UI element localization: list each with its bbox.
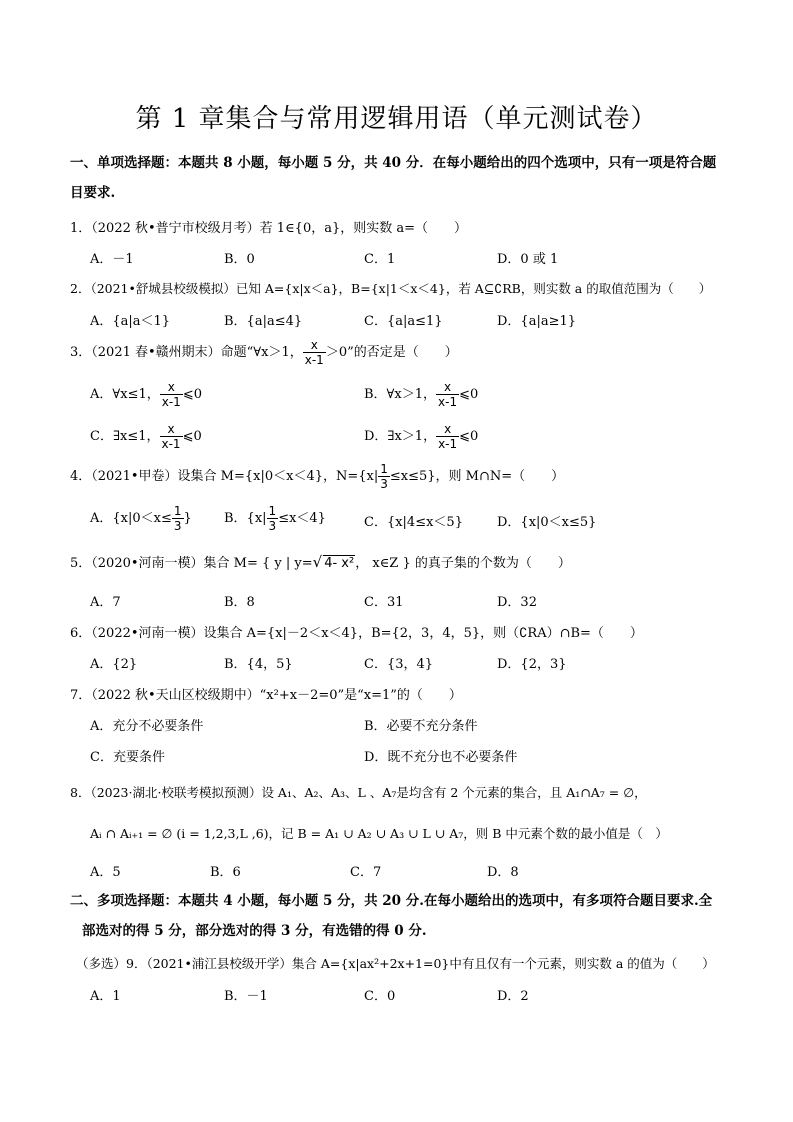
option-prefix: B．{x| [224,511,267,526]
question-2-option-d[interactable]: D．{a|a≥1} [497,314,577,329]
option-prefix: A．∀x≤1， [90,387,160,402]
fraction-numerator: x [310,338,318,352]
option-fraction [160,422,183,451]
question-5-option-d[interactable]: D．32 [497,595,537,610]
fraction-denominator: x-1 [438,395,458,409]
question-1-stem: 1．（2022 秋•普宁市校级月考）若 1∈{0，a}，则实数 a=（ ） [70,221,468,236]
question-4-stem [70,462,564,491]
fraction-denominator: 3 [173,519,182,533]
question-5-stem [70,552,571,571]
question-1-option-d[interactable]: D．0 或 1 [497,252,559,267]
question-3-stem [70,338,458,367]
question-3-option-d[interactable] [364,422,478,451]
question-8-option-c[interactable]: C．7 [350,865,382,880]
question-3-stem-pre: 3．（2021 春•赣州期末）命题“∀x＞1， [70,345,303,360]
question-5-option-c[interactable]: C．31 [364,595,404,610]
question-4-option-c[interactable]: C．{x|4≤x＜5} [364,515,463,530]
question-9-stem: （多选）9．（2021•浦江县校级开学）集合 A={x|ax²+2x+1=0}中有且仅有一个元素，则实数 a 的值为（ ） [76,956,715,971]
question-2-stem: 2．（2021•舒城县校级模拟）已知 A={x|x＜a}，B={x|1＜x＜4}，若 A⊆∁RB，则实数 a 的取值范围为（ ） [70,281,712,296]
section-2-heading [70,886,730,946]
question-3-option-b[interactable] [364,380,478,409]
question-4-option-b[interactable] [224,504,326,533]
question-8-option-a[interactable]: A．5 [90,865,121,880]
question-6-option-d[interactable]: D．{2，3} [497,657,567,672]
question-7-option-c[interactable]: C．充要条件 [90,750,165,765]
question-3-stem-post: ＞0”的否定是（ ） [325,345,458,360]
question-8-option-d[interactable]: D．8 [487,865,519,880]
option-suffix: ⩽0 [459,387,479,402]
option-prefix: D．∃x＞1， [364,429,437,444]
fraction-numerator: x [444,380,452,394]
question-5-option-a[interactable]: A．7 [90,595,121,610]
option-suffix: ⩽0 [182,429,202,444]
section-2-line-2: 部选对的得 5 分，部分选对的得 3 分，有选错的得 0 分. [82,923,427,939]
question-5-option-b[interactable]: B．8 [224,595,255,610]
option-suffix: ⩽0 [459,429,479,444]
sqrt-icon: √ [312,553,323,571]
option-suffix: ≤x＜4} [278,511,326,526]
option-suffix: } [183,511,192,526]
fraction-denominator: x-1 [161,437,181,451]
option-fraction [436,422,459,451]
question-1-option-b[interactable]: B．0 [224,252,255,267]
section-1-heading [70,148,730,208]
option-prefix: C．∃x≤1， [90,429,160,444]
option-suffix: ⩽0 [182,387,202,402]
fraction-denominator: x-1 [161,395,181,409]
fraction-denominator: x-1 [438,437,458,451]
option-fraction [436,380,459,409]
sqrt-radicand: 4- x² [324,556,355,571]
option-fraction [267,504,279,533]
question-4-stem-pre: 4．（2021•甲卷）设集合 M={x|0＜x＜4}，N={x| [70,469,379,484]
question-2-option-c[interactable]: C．{a|a≤1} [364,314,443,329]
fraction-numerator: x [167,422,175,436]
fraction-denominator: 3 [380,477,388,491]
section-1-line-2: 目要求. [70,185,116,201]
page-title: 第 1 章集合与常用逻辑用语（单元测试卷） [135,104,658,134]
question-4-fraction [378,462,390,491]
question-9-option-a[interactable]: A．1 [90,989,121,1004]
question-6-option-c[interactable]: C．{3，4} [364,657,434,672]
question-2-option-a[interactable]: A．{a|a＜1} [90,314,171,329]
question-5-stem-pre: 5．（2020•河南一模）集合 M= { y | y= [70,556,313,571]
question-8-stem-line-1: 8．（2023·湖北·校联考模拟预测）设 A₁、A₂、A₃、L 、A₇是均含有 2 个元素的集合，且 A₁∩A₇ = ∅， [70,785,647,800]
fraction-numerator: x [444,422,452,436]
question-9-option-c[interactable]: C．0 [364,989,396,1004]
question-1-option-a[interactable]: A．－1 [90,252,134,267]
question-9-option-b[interactable]: B．－1 [224,989,268,1004]
question-8-stem-line-2: Aᵢ ∩ Aᵢ₊₁ = ∅ (i = 1,2,3,L ,6)，记 B = A₁ ∪ A₂ ∪ A₃ ∪ L ∪ A₇，则 B 中元素个数的最小值是（ ） [90,826,668,841]
fraction-numerator: x [167,380,175,394]
option-prefix: A．{x|0＜x≤ [90,511,172,526]
question-7-option-a[interactable]: A．充分不必要条件 [90,719,204,734]
fraction-numerator: 1 [380,462,388,476]
question-6-option-a[interactable]: A．{2} [90,657,138,672]
option-fraction [172,504,184,533]
question-7-option-d[interactable]: D．既不充分也不必要条件 [364,750,518,765]
question-7-option-b[interactable]: B．必要不充分条件 [364,719,478,734]
question-4-option-d[interactable]: D．{x|0＜x≤5} [497,515,597,530]
option-fraction [160,380,183,409]
fraction-denominator: x-1 [304,353,324,367]
question-4-option-a[interactable] [90,504,192,533]
question-1-option-c[interactable]: C．1 [364,252,396,267]
question-3-option-c[interactable] [90,422,202,451]
question-8-option-b[interactable]: B．6 [210,865,241,880]
question-7-stem: 7．（2022 秋•天山区校级期中）“x²+x－2=0”是“x=1”的（ ） [70,688,462,703]
section-1-line-1: 一、单项选择题：本题共 8 小题，每小题 5 分，共 40 分．在每小题给出的四个选项中，只有一项是符合题 [70,155,717,171]
question-3-option-a[interactable] [90,380,202,409]
question-4-stem-post: ≤x≤5}，则 M∩N=（ ） [389,469,565,484]
question-9-option-d[interactable]: D．2 [497,989,529,1004]
section-2-line-1: 二、多项选择题：本题共 4 小题，每小题 5 分，共 20 分.在每小题给出的选项中，有多项符合题目要求.全 [70,893,713,909]
fraction-denominator: 3 [268,519,277,533]
fraction-numerator: 1 [173,504,182,518]
fraction-numerator: 1 [268,504,277,518]
question-5-stem-post: ， x∈Z } 的真子集的个数为（ ） [355,556,571,571]
option-prefix: B．∀x＞1， [364,387,437,402]
question-3-fraction [303,338,326,367]
question-2-option-b[interactable]: B．{a|a≤4} [224,314,303,329]
question-6-option-b[interactable]: B．{4，5} [224,657,293,672]
question-6-stem: 6．（2022•河南一模）设集合 A={x|－2＜x＜4}，B={2，3，4，5}，则（∁RA）∩B=（ ） [70,626,643,641]
